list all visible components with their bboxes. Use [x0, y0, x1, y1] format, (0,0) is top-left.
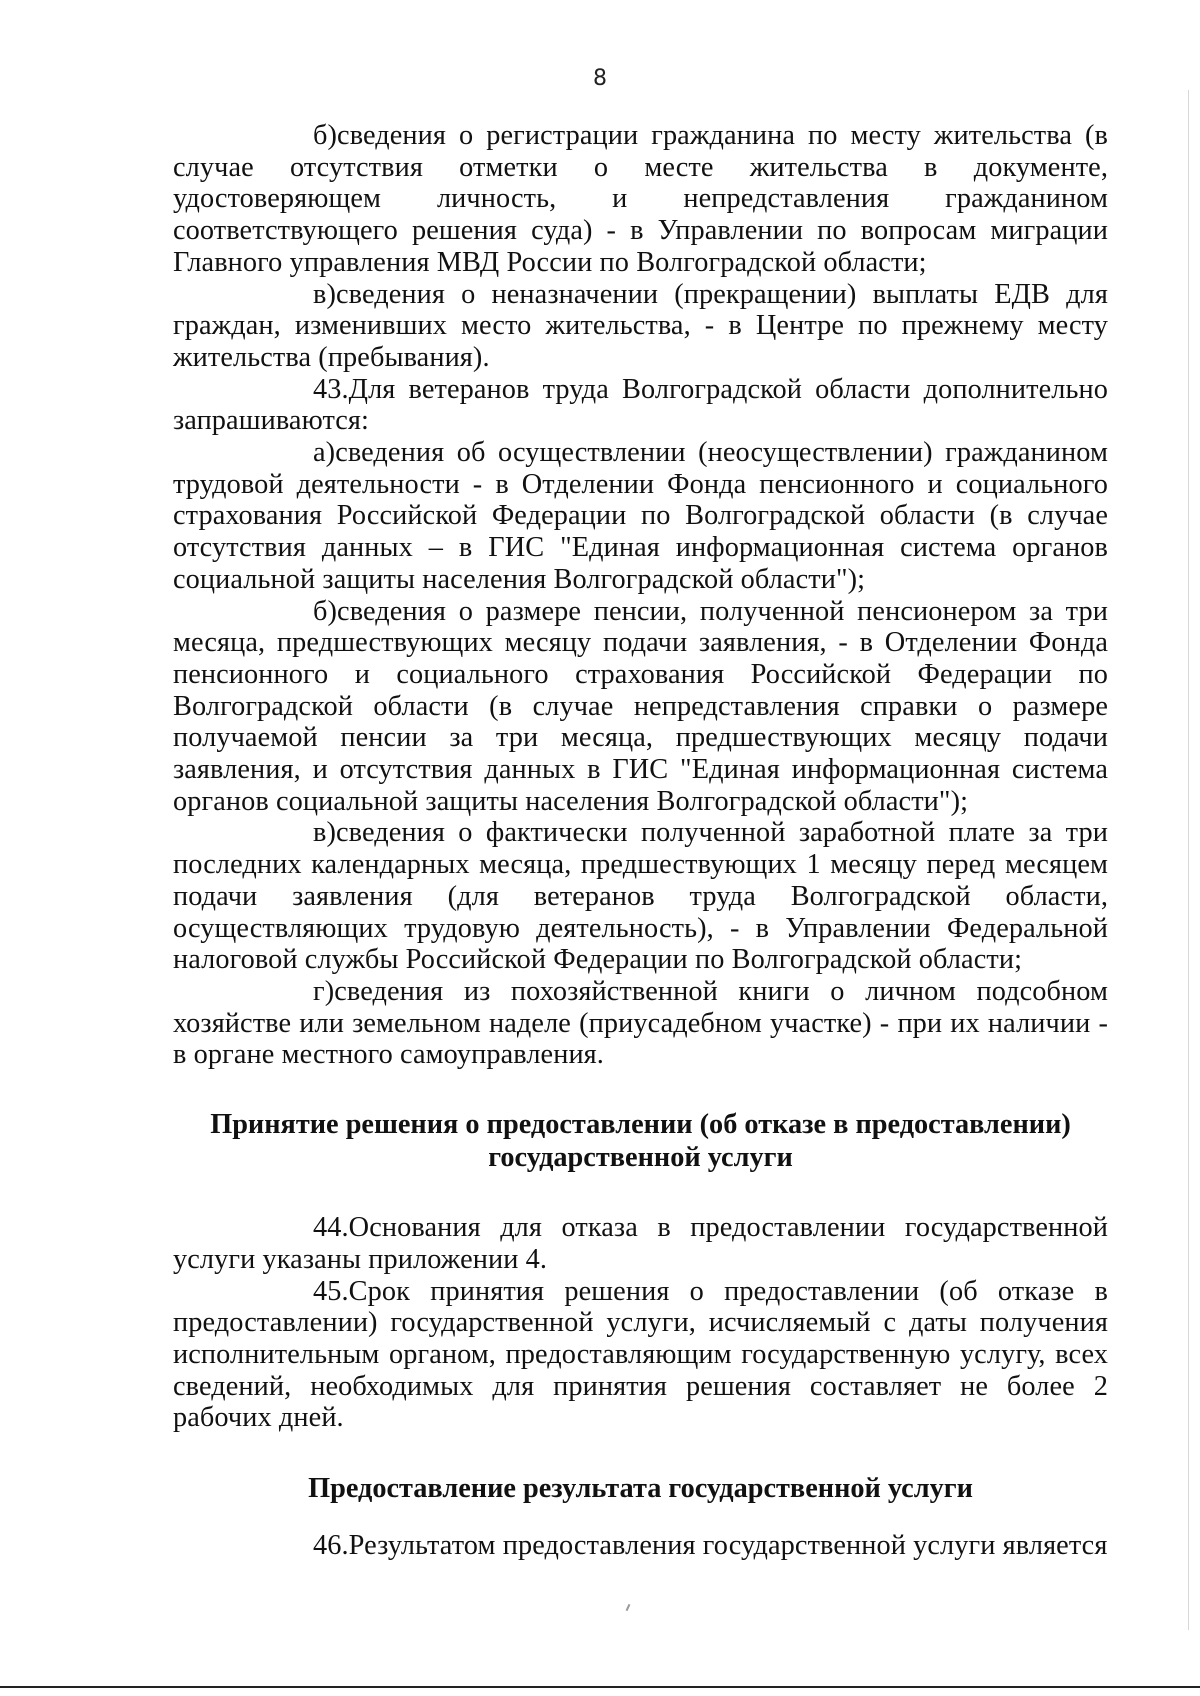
item-marker: б) — [313, 120, 338, 151]
item-marker: 43. — [313, 373, 349, 405]
paragraph-text: сведения об осуществлении (неосуществлении) гражданином трудовой деятельности - в Отделении Фонда пенсионного и социального страхования Российской Федерации по Волгоградской области (в случае отсутствия данных – в ГИС "Единая информационная система органов социальной защиты населения Волгоградской области"); — [173, 437, 1108, 595]
item-marker: 45. — [313, 1275, 349, 1307]
scan-bottom-edge — [0, 1686, 1200, 1688]
paragraph-44 — [173, 1212, 1108, 1275]
paragraph-text: Для ветеранов труда Волгоградской области дополнительно запрашиваются: — [173, 373, 1108, 437]
heading-line: Принятие решения о предоставлении (об отказе в предоставлении) — [210, 1109, 1071, 1141]
section-heading-result: Предоставление результата государственной услуги — [308, 1473, 973, 1505]
spacer — [173, 1071, 1108, 1108]
paragraph-g-household — [173, 976, 1108, 1071]
document-body — [173, 120, 1108, 1562]
paragraph-v-edv — [173, 279, 1108, 374]
paragraph-43 — [173, 374, 1108, 437]
paragraph-text: сведения о неназначении (прекращении) выплаты ЕДВ для граждан, изменивших место жительства, - в Центре по прежнему месту жительства (пребывания). — [173, 278, 1108, 373]
section-heading-decision — [173, 1108, 1108, 1174]
spacer — [173, 1434, 1108, 1472]
paragraph-text: сведения о размере пенсии, полученной пенсионером за три месяца, предшествующих месяцу подачи заявления, - в Отделении Фонда пенсионного и социального страхования Российской Федерации по Волгоградской области (в случае непредставления справки о размере получаемой пенсии за три месяца, предшествующих месяцу подачи заявления, и отсутствия данных в ГИС "Единая информационная система органов социальной защиты населения Волгоградской области"); — [173, 595, 1108, 817]
paragraph-text: сведения о фактически полученной заработной плате за три последних календарных месяца, предшествующих 1 месяцу перед месяцем подачи заявления (для ветеранов труда Волгоградской области, осуществляющих трудовую деятельность), - в Управлении Федеральной налоговой службы Российской Федерации по Волгоградской области; — [173, 817, 1108, 976]
item-marker: б) — [313, 595, 338, 627]
heading-line: государственной услуги — [488, 1142, 793, 1174]
paragraph-text: Срок принятия решения о предоставлении (об отказе в предоставлении) государственной услуги, исчисляемый с даты получения исполнительным органом, предоставляющим государственную услугу, всех сведений, необходимых для принятия решения составляет не более 2 рабочих дней. — [173, 1275, 1108, 1434]
page-number: 8 — [593, 66, 607, 91]
scan-artifact — [626, 1604, 631, 1611]
paragraph-45 — [173, 1276, 1108, 1435]
paragraph-b-pension — [173, 596, 1108, 818]
item-marker: в) — [313, 817, 336, 849]
scan-edge-shadow — [1188, 90, 1189, 1630]
item-marker: 44. — [313, 1212, 349, 1244]
paragraph-46 — [173, 1530, 1108, 1562]
paragraph-text: сведения из похозяйственной книги о личном подсобном хозяйстве или земельном наделе (приусадебном участке) - при их наличии - в органе местного самоуправления. — [173, 975, 1108, 1071]
paragraph-text: сведения о регистрации гражданина по месту жительства (в случае отсутствия отметки о месте жительства в документе, удостоверяющем личность, и непредставления гражданином соответствующего решения суда) - в Управлении по вопросам миграции Главного управления МВД России по Волгоградской области; — [173, 120, 1108, 278]
paragraph-text: Основания для отказа в предоставлении государственной услуги указаны приложении 4. — [173, 1212, 1108, 1275]
item-marker: в) — [313, 278, 336, 310]
paragraph-b-registration — [173, 120, 1108, 279]
paragraph-a-labor — [173, 437, 1108, 596]
paragraph-v-salary — [173, 817, 1108, 976]
item-marker: г) — [313, 975, 335, 1007]
paragraph-text: Результатом предоставления государственной услуги является — [348, 1530, 1108, 1562]
item-marker: 46. — [313, 1530, 349, 1562]
item-marker: а) — [313, 437, 336, 469]
spacer — [173, 1174, 1108, 1212]
spacer — [173, 1505, 1108, 1530]
